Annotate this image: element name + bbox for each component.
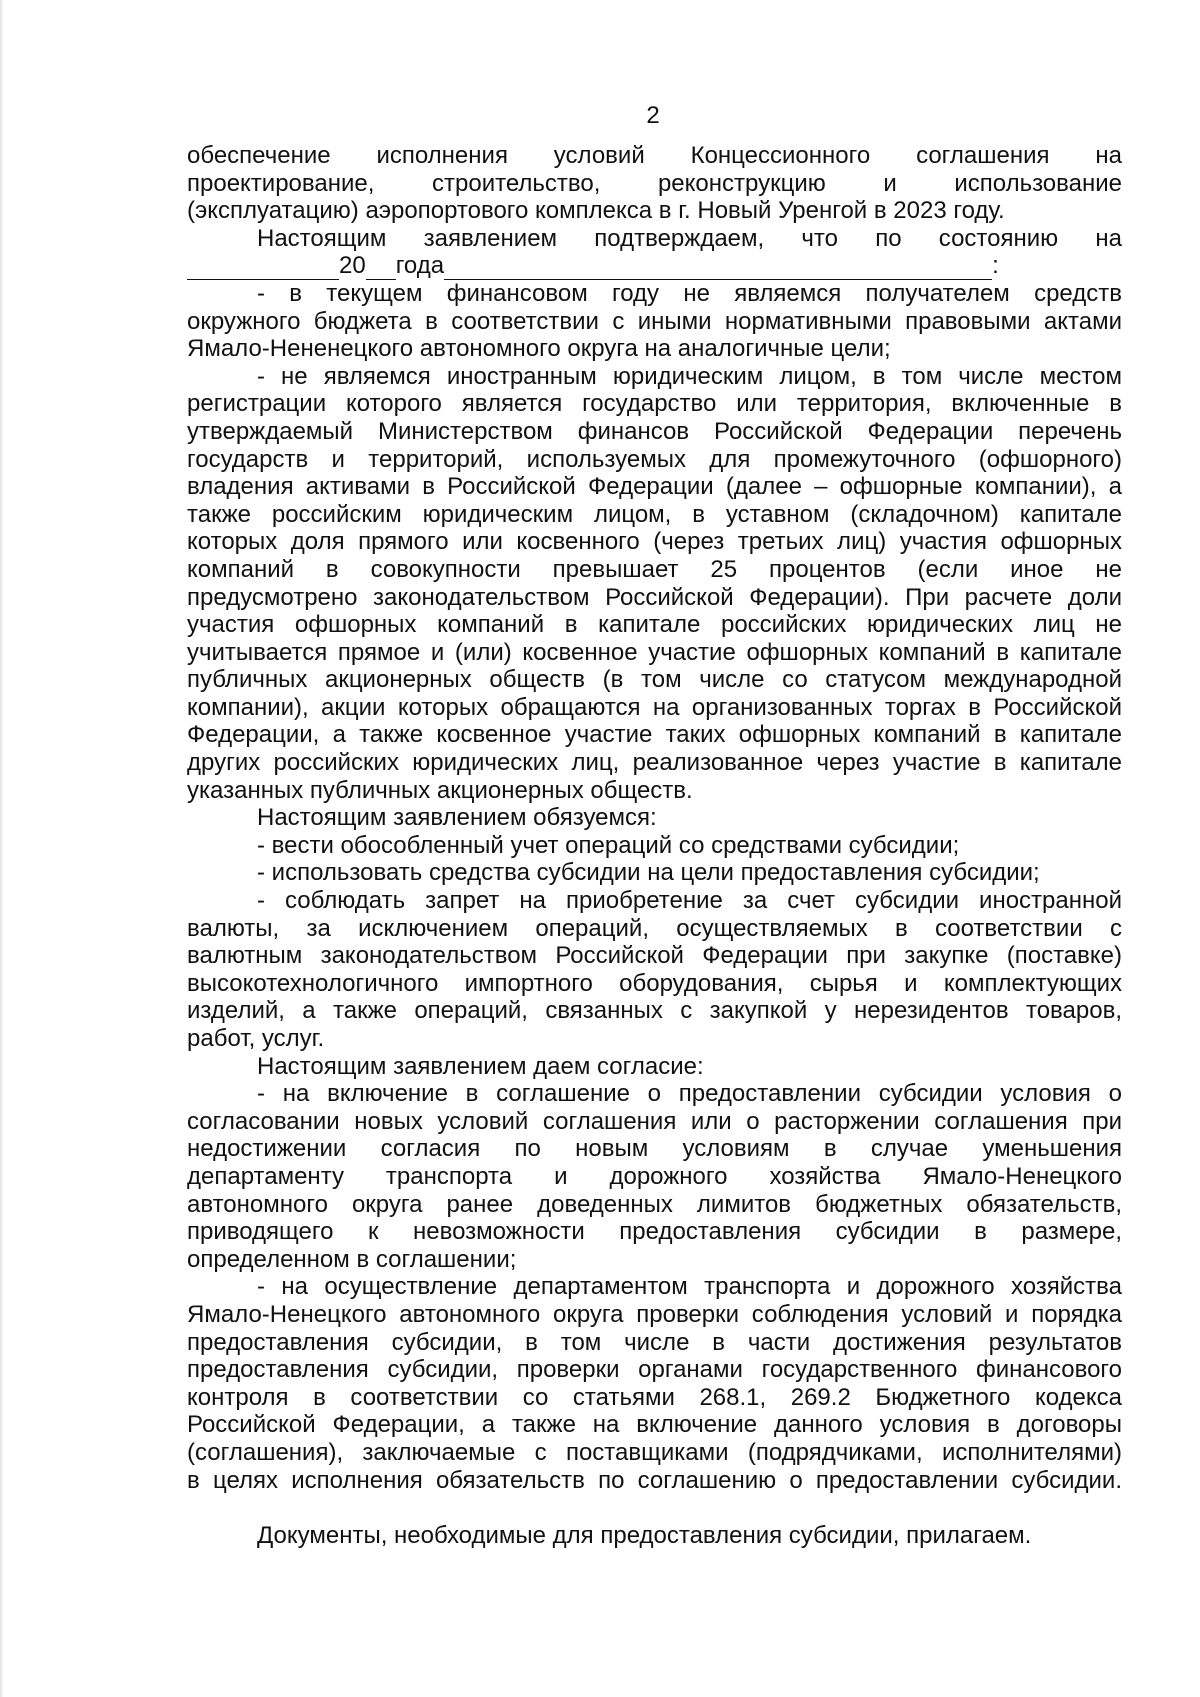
text-line: работ, услуг.	[187, 1025, 325, 1052]
text-line: приводящего к невозможности предоставления субсидии в размере,	[187, 1218, 1122, 1246]
text-line: проектирование, строительство, реконструкцию и использование	[187, 169, 1122, 197]
text-line: высокотехнологичного импортного оборудования, сырья и комплектующих	[187, 969, 1122, 997]
text-line: обеспечение исполнения условий Концессионного соглашения на	[187, 142, 1122, 169]
text-line: валюты, за исключением операций, осуществляемых в соответствии с	[187, 914, 1122, 942]
text-line: других российских юридических лиц, реализованное через участие в капитале	[187, 749, 1122, 777]
text-line: указанных публичных акционерных обществ.	[187, 776, 693, 804]
text-line: - использовать средства субсидии на цели предоставления субсидии;	[257, 859, 1040, 887]
text-line: определенном в соглашении;	[187, 1245, 517, 1273]
text-line: владения активами в Российской Федерации (далее – офшорные компании), а	[187, 473, 1122, 501]
text-line: окружного бюджета в соответствии с иными нормативными правовыми актами	[187, 307, 1122, 335]
year-blank	[366, 257, 396, 280]
text-line: также российским юридическим лицом, в уставном (складочном) капитале	[187, 500, 1122, 528]
date-fill-line	[187, 252, 1122, 280]
consent-heading: Настоящим заявлением даем согласие:	[257, 1052, 704, 1080]
day-month-blank	[187, 257, 339, 280]
text-line: предусмотрено законодательством Российской Федерации). При расчете доли	[187, 583, 1122, 611]
closing-line: Документы, необходимые для предоставления субсидии, прилагаем.	[257, 1522, 1032, 1550]
year-word: года	[395, 252, 445, 280]
text-line: недостижении согласия по новым условиям в случае уменьшения	[187, 1135, 1122, 1163]
text-line: - на осуществление департаментом транспорта и дорожного хозяйства	[257, 1273, 1122, 1301]
date-tail-blank	[444, 257, 992, 280]
text-line: (эксплуатацию) аэропортового комплекса в г. Новый Уренгой в 2023 году.	[187, 197, 1005, 225]
text-line: автономного округа ранее доведенных лимитов бюджетных обязательств,	[187, 1190, 1122, 1218]
text-line: департаменту транспорта и дорожного хозяйства Ямало-Ненецкого	[187, 1162, 1122, 1190]
year-prefix: 20	[339, 252, 366, 280]
text-line: регистрации которого является государство или территория, включенные в	[187, 390, 1122, 418]
text-line: Ямало-Ненецкого автономного округа проверки соблюдения условий и порядка	[187, 1300, 1122, 1328]
document-body	[187, 142, 1122, 1550]
text-line: участия офшорных компаний в капитале российских юридических лиц не	[187, 611, 1122, 639]
text-line: Ямало-Нененецкого автономного округа на аналогичные цели;	[187, 335, 891, 363]
text-line: - вести обособленный учет операций со средствами субсидии;	[257, 831, 960, 859]
text-line: согласовании новых условий соглашения или о расторжении соглашения при	[187, 1107, 1122, 1135]
text-line: предоставления субсидии, в том числе в части достижения результатов	[187, 1328, 1122, 1356]
text-line: - на включение в соглашение о предоставлении субсидии условия о	[257, 1080, 1122, 1108]
text-line: Федерации, а также косвенное участие таких офшорных компаний в капитале	[187, 721, 1122, 749]
text-line: валютным законодательством Российской Федерации при закупке (поставке)	[187, 942, 1122, 970]
text-line: компании), акции которых обращаются на организованных торгах в Российской	[187, 693, 1122, 721]
text-line: компаний в совокупности превышает 25 процентов (если иное не	[187, 555, 1122, 583]
text-line: которых доля прямого или косвенного (через третьих лиц) участия офшорных	[187, 528, 1122, 556]
page-number: 2	[646, 102, 660, 129]
text-line: - в текущем финансовом году не являемся получателем средств	[257, 279, 1122, 307]
text-line: Российской Федерации, а также на включение данного условия в договоры	[187, 1411, 1122, 1439]
text-line: - не являемся иностранным юридическим лицом, в том числе местом	[257, 362, 1122, 390]
scan-edge-shadow	[0, 0, 4, 1697]
text-line: (соглашения), заключаемые с поставщиками (подрядчиками, исполнителями)	[187, 1438, 1122, 1466]
text-line: в целях исполнения обязательств по соглашению о предоставлении субсидии.	[187, 1466, 1122, 1494]
date-line-end: :	[992, 252, 999, 280]
text-line: утверждаемый Министерством финансов Российской Федерации перечень	[187, 417, 1122, 445]
obligations-heading: Настоящим заявлением обязуемся:	[257, 804, 657, 832]
text-line: Настоящим заявлением подтверждаем, что по состоянию на	[257, 224, 1122, 252]
text-line: контроля в соответствии со статьями 268.1, 269.2 Бюджетного кодекса	[187, 1383, 1122, 1411]
text-line: государств и территорий, используемых для промежуточного (офшорного)	[187, 445, 1122, 473]
text-line: - соблюдать запрет на приобретение за счет субсидии иностранной	[257, 887, 1122, 915]
text-line: предоставления субсидии, проверки органами государственного финансового	[187, 1356, 1122, 1384]
spacer	[187, 1494, 1122, 1522]
text-line: изделий, а также операций, связанных с закупкой у нерезидентов товаров,	[187, 997, 1122, 1025]
text-line: учитывается прямое и (или) косвенное участие офшорных компаний в капитале	[187, 638, 1122, 666]
text-line: публичных акционерных обществ (в том числе со статусом международной	[187, 666, 1122, 694]
